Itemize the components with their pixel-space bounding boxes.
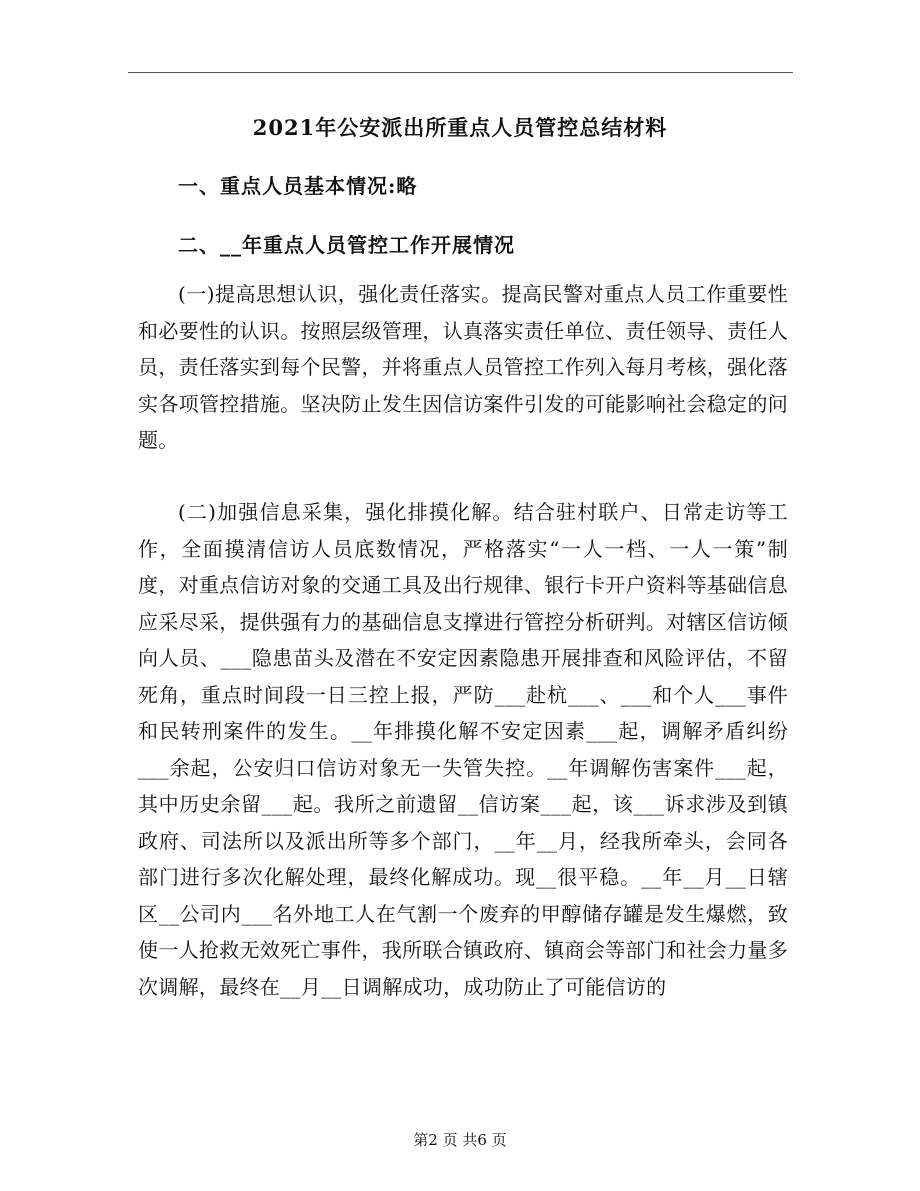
paragraph-2: (二)加强信息采集，强化排摸化解。结合驻村联户、日常走访等工作，全面摸清信访人员底数情况，严格落实“一人一档、一人一策”制度，对重点信访对象的交通工具及出行规律、银行卡开户资料等基础信息应采尽采，提供强有力的基础信息支撑进行管控分析研判。对辖区信访倾向人员、___隐患苗头及潜在不安定因素隐患开展排查和风险评估，不留死角，重点时间段一日三控上报，严防___赴杭___、___和个人___事件和民转刑案件的发生。__年排摸化解不安定因素___起，调解矛盾纠纷___余起，公安归口信访对象无一失管失控。__年调解伤害案件___起，其中历史余留___起。我所之前遗留__信访案___起，该___诉求涉及到镇政府、司法所以及派出所等多个部门，__年__月，经我所牵头，会同各部门进行多次化解处理，最终化解成功。现__很平稳。__年__月__日辖区__公司内___名外地工人在气割一个废弃的甲醇储存罐是发生爆燃，致使一人抢救无效死亡事件，我所联合镇政府、镇商会等部门和社会力量多次调解，最终在__月__日调解成功，成功防止了可能信访的 [138, 500, 788, 999]
page-number: 第2 页 共6 页 [413, 1131, 507, 1149]
paragraph-1: (一)提高思想认识，强化责任落实。提高民警对重点人员工作重要性和必要性的认识。按照层级管理，认真落实责任单位、责任领导、责任人员，责任落实到每个民警，并将重点人员管控工作列入每月考核，强化落实各项管控措施。坚决防止发生因信访案件引发的可能影响社会稳定的问题。 [138, 282, 788, 452]
section-heading-2: 二、__年重点人员管控工作开展情况 [178, 233, 515, 257]
section-heading-1: 一、重点人员基本情况:略 [178, 174, 418, 198]
header-rule [128, 72, 793, 73]
document-title: 2021年公安派出所重点人员管控总结材料 [252, 115, 668, 140]
